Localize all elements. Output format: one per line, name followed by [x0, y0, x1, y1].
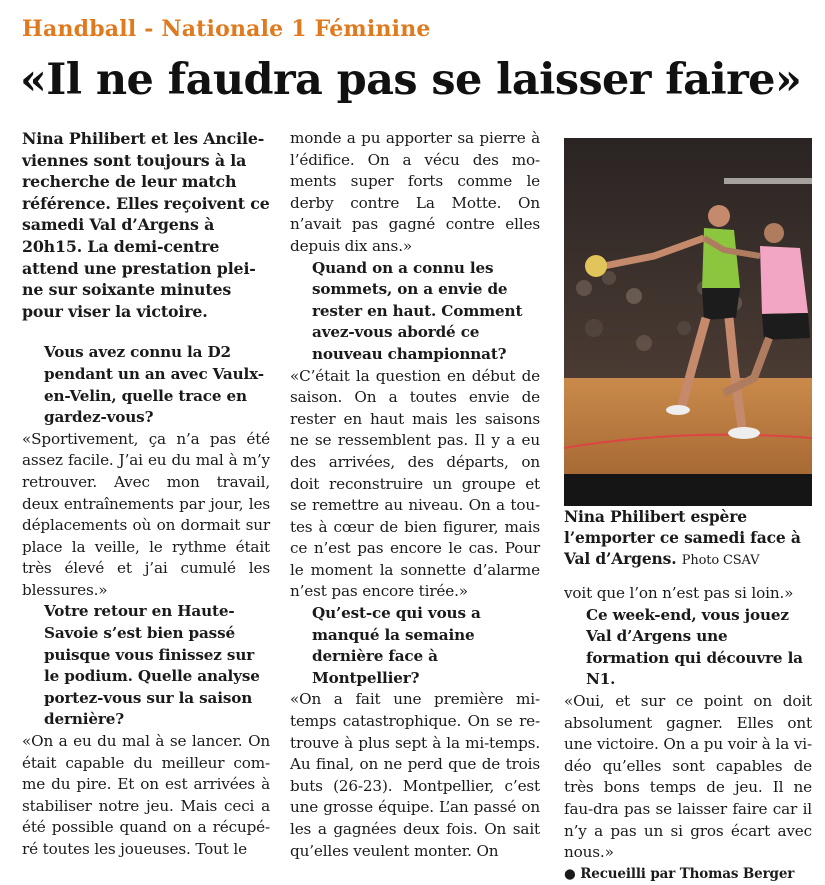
- column-3: [564, 128, 812, 885]
- caption-text: Nina Philibert espère l’emporter ce samedi face à Val d’Argens.: [564, 507, 801, 568]
- answer-2-continued: monde a pu apporter sa pierre à l’édifice. On a vécu des mo-ments super forts comme le derby contre La Motte. On n’avait pas gagné contre elles depuis dix ans.»: [290, 129, 540, 255]
- question-4: Qu’est-ce qui vous a manqué la semaine dernière face à Montpellier?: [312, 604, 481, 687]
- signature-text: Recueilli par Thomas Berger: [580, 865, 795, 882]
- answer-2: «On a eu du mal à se lancer. On était capable du meilleur com-me du pire. Et on est arrivées à stabiliser notre jeu. Mais ceci a été possible quand on a récupé-ré toutes les joueuses. Tout le: [22, 732, 270, 858]
- answer-3: «C’était la question en début de saison. On a toutes envie de rester en haut mais les saisons ne se ressemblent pas. Il y a eu des arrivées, des départs, on doit reconstruire un groupe et se remettre au niveau. On a tou-tes à cœur de bien figurer, mais ce n’est pas encore le cas. Pour le moment la sonnette d’alarme n’est pas encore tirée.»: [290, 366, 540, 601]
- photo-caption: [564, 506, 812, 571]
- question-2: Votre retour en Haute-Savoie s’est bien passé puisque vous finissez sur le podium. Quelle analyse portez-vous sur la saison dernière?: [44, 602, 260, 729]
- photo-illustration: [564, 138, 812, 506]
- article-lead: Nina Philibert et les Ancile-viennes sont toujours à la recherche de leur match référence. Elles reçoivent ce samedi Val d’Argens à 20h15. La demi-centre attend une prestation plei-ne sur soixante minutes pour viser la victoire.: [22, 129, 270, 321]
- column-1: [22, 128, 270, 861]
- answer-4: «On a fait une première mi-temps catastrophique. On se re-trouve à plus sept à la mi-temps. Au final, on ne perd que de trois buts (26-23). Montpellier, c’est une grosse équipe. L’an passé on les a gagnées deux fois. On sait qu’elles veulent monter. On: [290, 690, 540, 860]
- answer-4-continued: voit que l’on n’est pas si loin.»: [564, 584, 794, 602]
- question-1: Vous avez connu la D2 pendant un an avec Vaulx-en-Velin, quelle trace en gardez-vous?: [44, 343, 264, 427]
- answer-5: «Oui, et sur ce point on doit absolument gagner. Elles ont une victoire. On a pu voir à la vi-déo qu’elles sont capables de très bons temps de jeu. Il ne fau-dra pas se laisser faire car il n’y a pas un si gros écart avec nous.»: [564, 691, 812, 862]
- article-headline: «Il ne faudra pas se laisser faire»: [20, 55, 802, 105]
- handball-photo: [564, 138, 812, 506]
- answer-1: «Sportivement, ça n’a pas été assez facile. J’ai eu du mal à m’y retrouver. Avec mon travail, deux entraînements par jour, les déplacements où on dormait sur place la veille, le rythme était très élevé et j’ai cumulé les blessures.»: [22, 429, 270, 599]
- section-kicker: Handball - Nationale 1 Féminine: [22, 16, 431, 42]
- question-5: Ce week-end, vous jouez Val d’Argens une formation qui découvre la N1.: [586, 605, 803, 689]
- author-signature: ● Recueilli par Thomas Berger: [564, 865, 795, 882]
- photo-credit: Photo CSAV: [681, 553, 760, 568]
- column-2: [290, 128, 540, 862]
- question-3: Quand on a connu les sommets, on a envie de rester en haut. Comment avez-vous abordé ce nouveau championnat?: [312, 258, 523, 363]
